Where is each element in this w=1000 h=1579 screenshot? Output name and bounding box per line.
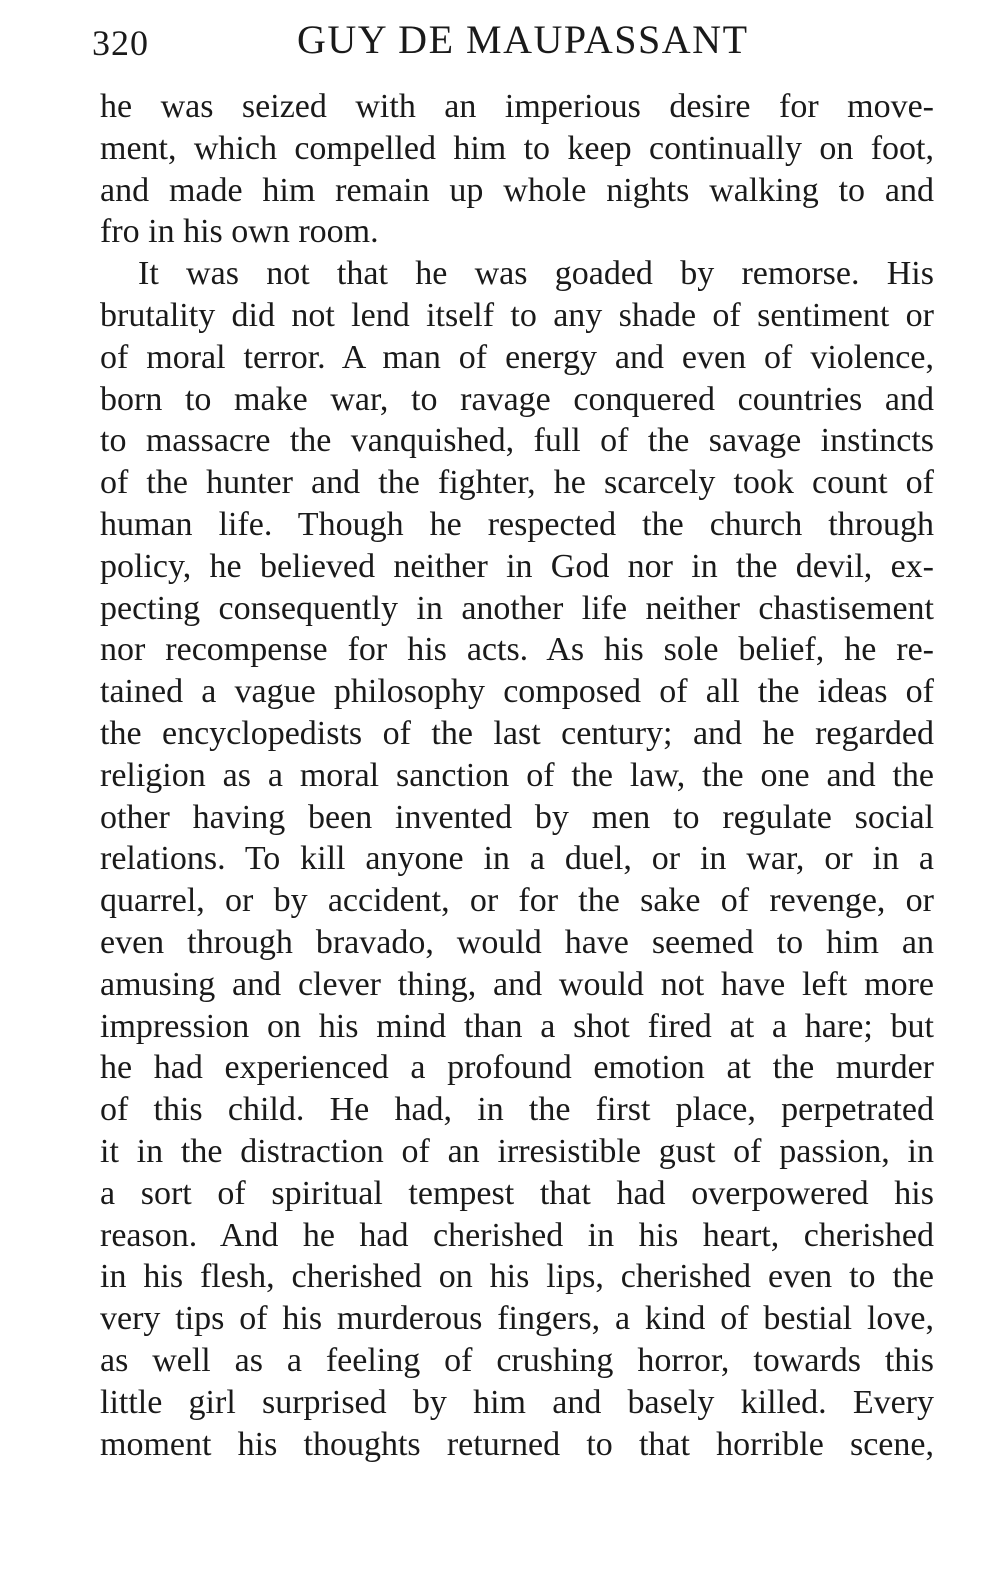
text-line: nor recompense for his acts. As his sole belief, he re- bbox=[100, 631, 934, 669]
text-line: of the hunter and the fighter, he scarcely took count of bbox=[100, 464, 934, 502]
text-line: human life. Though he respected the church through bbox=[100, 505, 934, 543]
text-line: it in the distraction of an irresistible gust of passion, in bbox=[100, 1132, 934, 1170]
text-line: tained a vague philosophy composed of all the ideas of bbox=[100, 673, 934, 711]
text-line: quarrel, or by accident, or for the sake of revenge, or bbox=[100, 882, 934, 920]
text-line: reason. And he had cherished in his heart, cherished bbox=[100, 1216, 934, 1254]
text-line: It was not that he was goaded by remorse. His bbox=[138, 255, 934, 293]
text-line: amusing and clever thing, and would not have left more bbox=[100, 965, 934, 1003]
text-line: a sort of spiritual tempest that had overpowered his bbox=[100, 1174, 934, 1212]
text-line: born to make war, to ravage conquered countries and bbox=[100, 380, 934, 418]
text-line: of this child. He had, in the first place, perpetrated bbox=[100, 1091, 934, 1129]
text-line: brutality did not lend itself to any shade of sentiment or bbox=[100, 296, 934, 334]
text-line: other having been invented by men to regulate social bbox=[100, 798, 934, 836]
page-header bbox=[92, 8, 749, 64]
text-line: policy, he believed neither in God nor in the devil, ex- bbox=[100, 547, 934, 585]
text-line: he had experienced a profound emotion at the murder bbox=[100, 1049, 934, 1087]
text-line: relations. To kill anyone in a duel, or in war, or in a bbox=[100, 840, 934, 878]
text-line: of moral terror. A man of energy and even of violence, bbox=[100, 338, 934, 376]
text-line: in his flesh, cherished on his lips, cherished even to the bbox=[100, 1258, 934, 1296]
text-line: religion as a moral sanction of the law, the one and the bbox=[100, 756, 934, 794]
text-line: even through bravado, would have seemed to him an bbox=[100, 923, 934, 961]
text-line: the encyclopedists of the last century; and he regarded bbox=[100, 714, 934, 752]
text-line: pecting consequently in another life neither chastisement bbox=[100, 589, 934, 627]
text-line: impression on his mind than a shot fired at a hare; but bbox=[100, 1007, 934, 1045]
text-line: ment, which compelled him to keep continually on foot, bbox=[100, 129, 934, 167]
text-line: moment his thoughts returned to that horrible scene, bbox=[100, 1425, 934, 1463]
body-text bbox=[100, 86, 934, 1465]
running-head: GUY DE MAUPASSANT bbox=[297, 17, 749, 62]
text-line: little girl surprised by him and basely killed. Every bbox=[100, 1383, 934, 1421]
text-line: as well as a feeling of crushing horror, towards this bbox=[100, 1341, 934, 1379]
text-line: to massacre the vanquished, full of the savage instincts bbox=[100, 422, 934, 460]
page-number: 320 bbox=[92, 23, 149, 63]
text-line: he was seized with an imperious desire for move- bbox=[100, 88, 934, 125]
text-line: fro in his own room. bbox=[100, 213, 379, 251]
text-line: and made him remain up whole nights walking to and bbox=[100, 171, 934, 209]
text-line: very tips of his murderous fingers, a kind of bestial love, bbox=[100, 1300, 934, 1338]
